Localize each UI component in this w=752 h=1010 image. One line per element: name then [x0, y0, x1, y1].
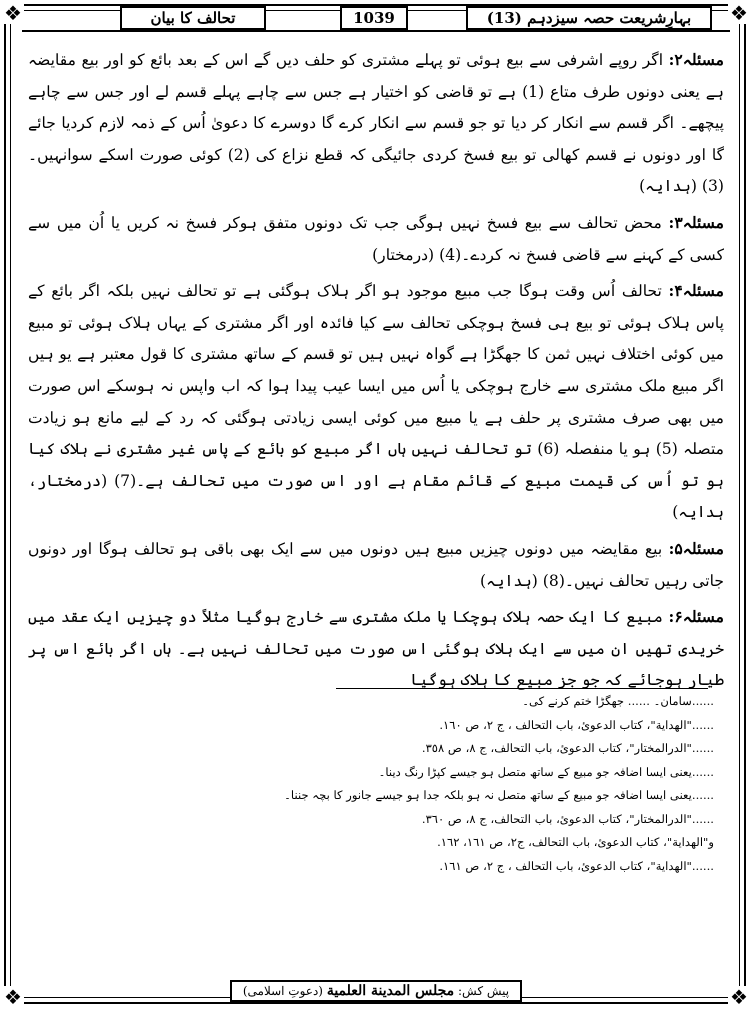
masala-text: اگر روپے اشرفی سے بیع ہوئی تو پہلے مشتری کو حلف دیں گے اس کے بعد بائع کو اور بیع مقایضہ ہے یعنی دونوں طرف متاع (1) ہے تو قاضی کو اختیار ہے جس سے چاہے پہلے قسم لے اور جس سے چاہے پیچھے۔ اگر قسم سے انکار کر دیا تو جو قسم سے انکار کرے گا دوسرے کا دعویٰ اُس کے ذمہ لازم کردیا جائے گا اور دونوں نے قسم کھالی تو بیع فسخ کردی جائیگی کہ قطع نزاع کی (2) کوئی صورت اسکے سوانہیں۔(3) (ہدایہ) — [28, 51, 724, 196]
footnote: و"الهداية"، كتاب الدعوئ، باب التحالف، ج٢، ص ١٦١، ١٦٢. — [437, 835, 714, 849]
footnote: ......یعنی ایسا اضافہ جو مبیع کے ساتھ متصل نہ ہو بلکہ جدا ہو جیسے جانور کا بچہ جننا۔ — [284, 788, 714, 802]
masala-paragraph — [28, 601, 724, 697]
main-text — [28, 44, 724, 701]
publisher-suffix: (دعوتِ اسلامی) — [242, 984, 323, 998]
footnote: ......یعنی ایسا اضافہ جو مبیع کے ساتھ متصل ہو جیسے کپڑا رنگ دینا۔ — [378, 764, 714, 779]
masala-text: تحالف اُس وقت ہوگا جب مبیع موجود ہو اگر ہلاک ہوگئی ہے تو تحالف نہیں بلکہ اگر بائع کے پاس ہلاک ہوئی تو بیع ہی فسخ ہوچکی تحالف سے کیا فائدہ اور اگر مشتری کے یہاں ہلاک ہوئی تو مبیع میں کوئی اختلاف نہیں ثمن کا جھگڑا ہے گواہ نہیں ہیں تو قسم کے ساتھ مشتری کا قول معتبر ہے یو ہیں اگر مبیع ملک مشتری سے خارج ہوچکی یا اُس میں ایسا عیب پیدا ہوا کہ اب واپس نہ ہوسکے اس صورت میں بھی صرف مشتری پر حلف ہے یا مبیع میں کوئی ایسی زیادتی ہوگئی کہ رد کے لیے مانع ہو زیادت متصلہ (5) ہو یا منفصلہ (6) تو تحالف نہیں ہاں اگر مبیع کو بائع کے پاس غیر مشتری نے ہلاک کیا ہو تو اُس کی قیمت مبیع کے قائم مقام ہے اور اس صورت میں تحالف ہے۔(7) (درمختار، ہدایہ) — [28, 282, 725, 522]
masala-label: مسئلہ۳: — [668, 212, 724, 232]
masala-text: بیع مقایضہ میں دونوں چیزیں مبیع ہیں دونوں میں سے ایک بھی باقی ہو تحالف ہوگا اور دونوں جاتی رہیں تحالف نہیں۔(8) (ہدایہ) — [28, 539, 724, 590]
masala-text: محض تحالف سے بیع فسخ نہیں ہوگی جب تک دونوں متفق ہوکر فسخ نہ کریں یا اُن میں سے کسی کے کہنے سے قاضی فسخ نہ کردے۔(4) (درمختار) — [28, 213, 724, 264]
publisher-name: مجلس المدينة العلمية — [326, 983, 455, 999]
footnote-separator — [336, 688, 708, 689]
masala-paragraph — [28, 533, 724, 597]
page-header — [22, 6, 730, 32]
masala-label: مسئلہ۲: — [668, 50, 724, 69]
corner-ornament-icon: ❖ — [728, 986, 750, 1008]
footnote: ......"الدرالمختار"، كتاب الدعوئ، باب التحالف، ج ٨، ص ٣٦٠. — [421, 811, 714, 826]
footer-prefix: پیش کش: — [458, 984, 510, 998]
footnote: ......سامان۔ ...... جھگڑا ختم کرنے کی۔ — [522, 694, 714, 708]
masala-label: مسئلہ۵: — [668, 538, 724, 558]
chapter-title: تحالف کا بیان — [120, 6, 266, 30]
masala-label: مسئلہ۶: — [668, 607, 724, 627]
page-number: 1039 — [340, 6, 408, 30]
footnotes — [28, 690, 714, 878]
masala-label: مسئلہ۴: — [668, 281, 724, 301]
footnote: ......"الدرالمختار"، كتاب الدعوئ، باب التحالف، ج ٨، ص ٣٥٨. — [421, 741, 714, 755]
footnote: ......"الهداية"، كتاب الدعوئ، باب التحالف ، ج ٢، ص ١٦١. — [439, 858, 714, 873]
masala-text: مبیع کا ایک حصہ ہلاک ہوچکا یا ملک مشتری سے خارج ہوگیا مثلاً دو چیزیں ایک عقد میں خریدی تھیں ان میں سے ایک ہلاک ہوگئی اس صورت میں تحالف نہیں ہے۔ ہاں اگر بائع اس پر طیار ہوجائے کہ جو جز مبیع کا ہلاک ہوگیا — [28, 608, 724, 690]
masala-paragraph — [28, 44, 724, 203]
masala-paragraph — [28, 275, 724, 529]
publisher-footer — [230, 980, 522, 1002]
footnote: ......"الهداية"، كتاب الدعوئ، باب التحالف ، ج ٢، ص ١٦٠. — [439, 717, 714, 732]
book-title: بہارِشریعت حصہ سیزدہم (13) — [466, 6, 712, 30]
masala-paragraph — [28, 207, 724, 271]
header-divider — [22, 30, 730, 32]
corner-ornament-icon: ❖ — [2, 986, 24, 1008]
corner-ornament-icon: ❖ — [728, 2, 750, 24]
corner-ornament-icon: ❖ — [2, 2, 24, 24]
